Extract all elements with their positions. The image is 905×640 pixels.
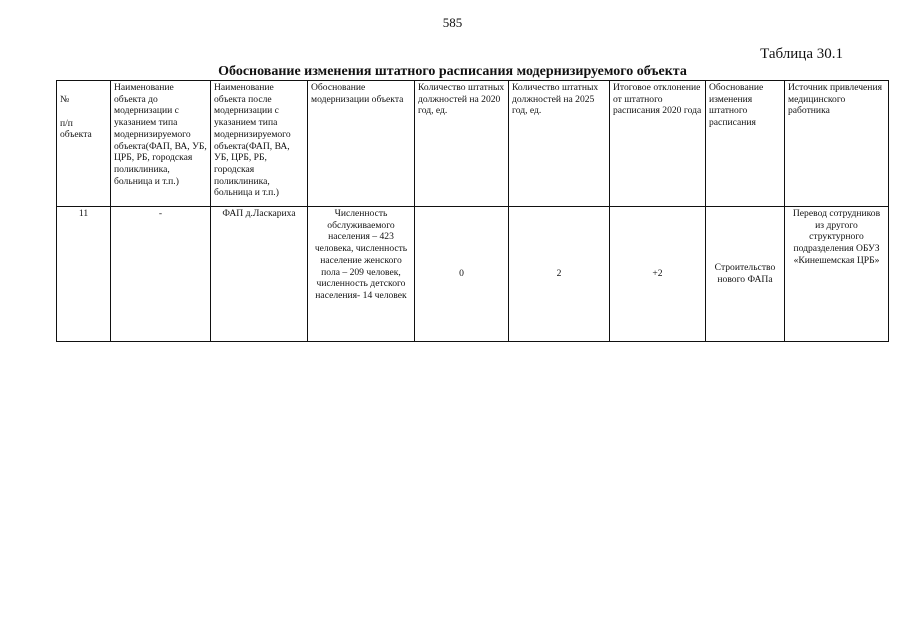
header-change-reason: Обоснование изменения штатного расписания [706, 81, 785, 207]
header-number-label: п/п объекта [60, 117, 92, 141]
cell-object-before: - [111, 207, 211, 342]
table-header-row [57, 81, 889, 207]
table-row [57, 207, 889, 342]
header-staff-2020: Количество штатных должностей на 2020 год, ед. [415, 81, 509, 207]
cell-staff-2025: 2 [509, 207, 610, 342]
header-deviation: Итоговое отклонение от штатного расписания 2020 года [610, 81, 706, 207]
header-source: Источник привлечения медицинского работника [785, 81, 889, 207]
header-object-before: Наименование объекта до модернизации с указанием типа модернизируемого объекта(ФАП, ВА, УБ, ЦРБ, РБ, городская поликлиника, больница и т.п.) [111, 81, 211, 207]
document-title: Обоснование изменения штатного расписания модернизируемого объекта [218, 64, 687, 79]
cell-modernization-justification: Численность обслуживаемого населения – 423 человека, численность население женского пола – 209 человек, численность детского населения- 14 человек [308, 207, 415, 342]
cell-deviation: +2 [610, 207, 706, 342]
cell-object-after: ФАП д.Ласкариха [211, 207, 308, 342]
header-number [57, 81, 111, 207]
cell-staff-2020: 0 [415, 207, 509, 342]
table-caption: Таблица 30.1 [760, 46, 843, 62]
staffing-justification-table [56, 80, 889, 342]
header-number-symbol: № [60, 94, 70, 105]
header-modernization-justification: Обоснование модернизации объекта [308, 81, 415, 207]
cell-change-reason: Строительство нового ФАПа [706, 207, 785, 342]
cell-source: Перевод сотрудников из другого структурного подразделения ОБУЗ «Кинешемская ЦРБ» [785, 207, 889, 342]
page-number: 585 [442, 15, 463, 30]
header-object-after: Наименование объекта после модернизации с указанием типа модернизируемого объекта(ФАП, ВА, УБ, ЦРБ, РБ, городская поликлиника, больница и т.п.) [211, 81, 308, 207]
header-staff-2025: Количество штатных должностей на 2025 год, ед. [509, 81, 610, 207]
cell-number: 11 [57, 207, 111, 342]
